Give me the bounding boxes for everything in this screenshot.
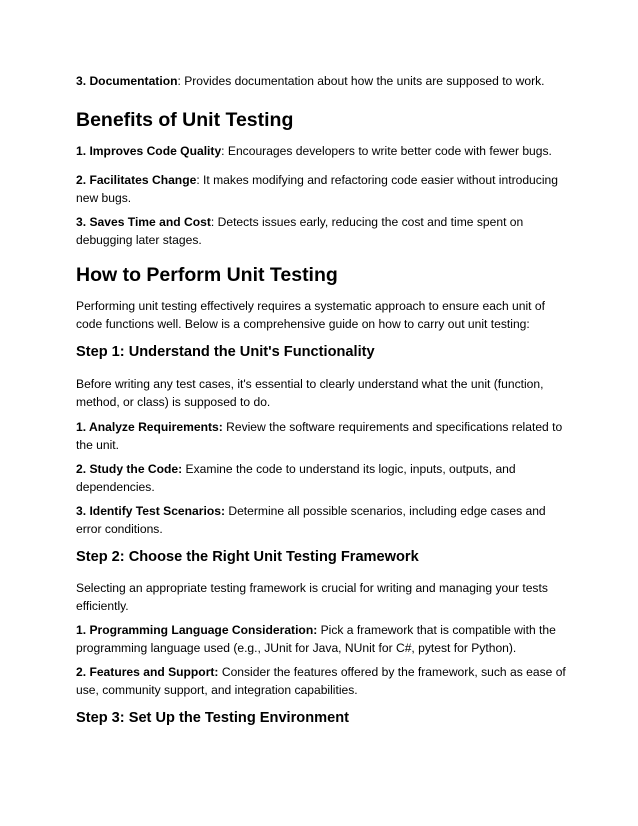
benefit-item (76, 143, 566, 161)
step1-intro: Before writing any test cases, it's essential to clearly understand what the unit (function, method, or class) is supposed to do. (76, 377, 544, 409)
benefit-item (76, 172, 566, 207)
step3-heading: Step 3: Set Up the Testing Environment (76, 710, 349, 726)
step1-heading: Step 1: Understand the Unit's Functionality (76, 344, 375, 360)
step2-intro: Selecting an appropriate testing framework is crucial for writing and managing your tests efficiently. (76, 581, 548, 613)
item-text: : Encourages developers to write better code with fewer bugs. (221, 144, 552, 158)
item-text: : Detects issues early, reducing the cost and time spent on debugging later stages. (76, 215, 524, 247)
step1-item (76, 419, 566, 454)
documentation-item (76, 73, 566, 91)
benefit-item (76, 214, 566, 249)
item-label: 3. Saves Time and Cost (76, 215, 211, 229)
item-label: 3. Identify Test Scenarios: (76, 504, 225, 518)
item-text: Consider the features offered by the framework, such as ease of use, community support, and integration capabilities. (76, 665, 566, 697)
benefits-heading: Benefits of Unit Testing (76, 109, 294, 131)
howto-intro: Performing unit testing effectively requires a systematic approach to ensure each unit of code functions well. Below is a comprehensive guide on how to carry out unit testing: (76, 299, 545, 331)
item-text: Determine all possible scenarios, including edge cases and error conditions. (76, 504, 546, 536)
step2-heading: Step 2: Choose the Right Unit Testing Framework (76, 549, 419, 565)
item-label: 2. Study the Code: (76, 462, 183, 476)
item-label: 2. Features and Support: (76, 665, 219, 679)
item-label: 1. Programming Language Consideration: (76, 623, 318, 637)
item-text: Pick a framework that is compatible with the programming language used (e.g., JUnit for Java, NUnit for C#, pytest for Python). (76, 623, 556, 655)
step1-item (76, 503, 566, 538)
item-text: : Provides documentation about how the units are supposed to work. (177, 74, 545, 88)
step2-item (76, 622, 566, 657)
item-label: 1. Improves Code Quality (76, 144, 222, 158)
item-label: 3. Documentation (76, 74, 178, 88)
howto-heading: How to Perform Unit Testing (76, 264, 338, 286)
item-label: 2. Facilitates Change (76, 173, 197, 187)
item-text: : It makes modifying and refactoring code easier without introducing new bugs. (76, 173, 558, 205)
item-text: Examine the code to understand its logic, inputs, outputs, and dependencies. (76, 462, 516, 494)
step1-item (76, 461, 566, 496)
item-label: 1. Analyze Requirements: (76, 420, 223, 434)
step2-item (76, 664, 566, 699)
item-text: Review the software requirements and specifications related to the unit. (76, 420, 563, 452)
